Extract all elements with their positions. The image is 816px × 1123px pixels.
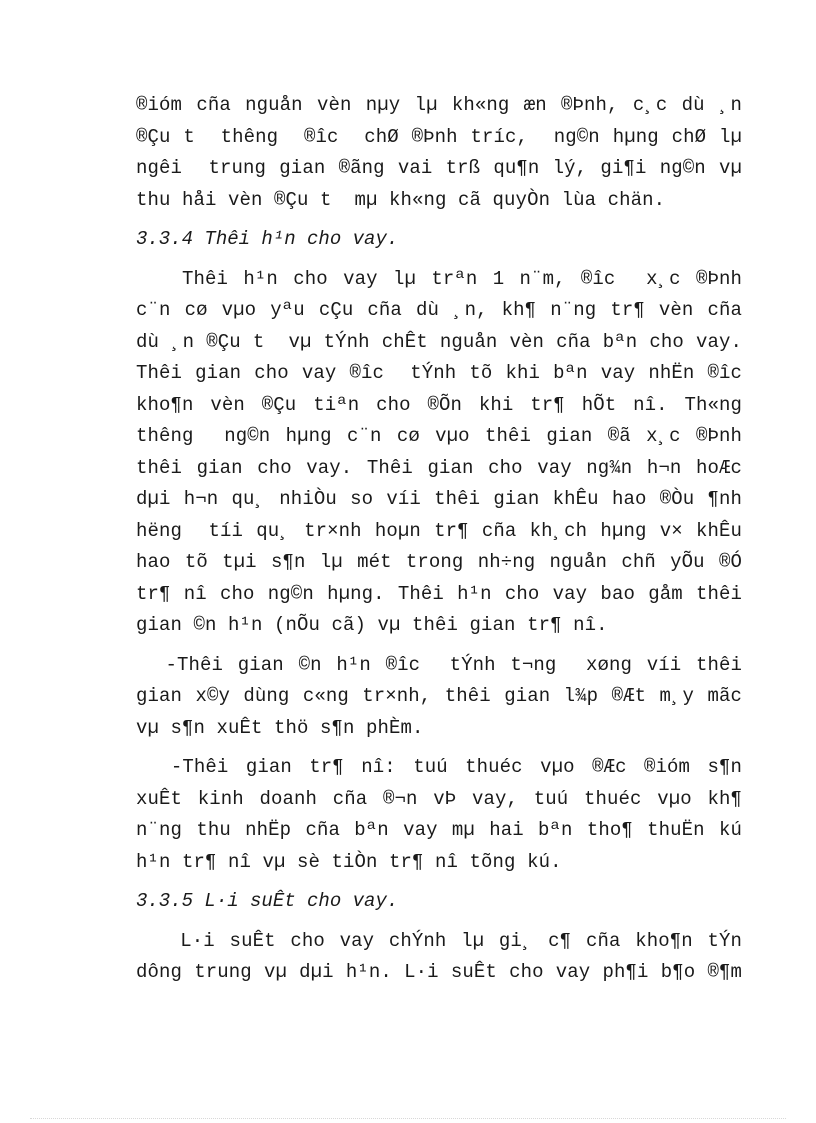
paragraph-grace-period: [136, 650, 742, 745]
text-line: h¹n tr¶ nî vµ sè tiÒn tr¶ nî tõng kú.: [136, 850, 562, 873]
text-line: hëng tíi qu¸ tr×nh hoµn tr¶ cña kh¸ch hµng v× khÊu: [136, 519, 742, 542]
text-line: Thêi h¹n cho vay lµ trªn 1 n¨m, ®îc x¸c ®Þnh: [136, 267, 742, 290]
page-bottom-divider: [30, 1118, 786, 1119]
text-line: n¨ng thu nhËp cña bªn vay mµ hai bªn tho¶ thuËn kú: [136, 819, 742, 841]
text-line: ngêi trung gian ®ãng vai trß qu¶n lý, gi¶i ng©n vµ: [136, 157, 742, 179]
text-line: gian x©y dùng c«ng tr×nh, thêi gian l¾p ®Æt m¸y mãc: [136, 685, 742, 707]
text-line: dông trung vµ dµi h¹n. L·i suÊt cho vay ph¶i b¶o ®¶m: [136, 961, 742, 983]
text-line: xuÊt kinh doanh cña ®¬n vÞ vay, tuú thuéc vµo kh¶: [136, 787, 742, 810]
text-line: tr¶ nî cho ng©n hµng. Thêi h¹n cho vay bao gåm thêi: [136, 582, 742, 605]
text-line: L·i suÊt cho vay chÝnh lµ gi¸ c¶ cña kho¶n tÝn: [136, 929, 742, 952]
paragraph-interest-rate: [136, 926, 742, 989]
text-line: -Thêi gian ©n h¹n ®îc tÝnh t¬ng xøng víi thêi: [136, 653, 742, 676]
paragraph-loan-term: [136, 264, 742, 642]
text-line: thêng ng©n hµng c¨n cø vµo thêi gian ®ã x¸c ®Þnh: [136, 425, 742, 447]
section-heading-interest-rate: 3.3.5 L·i suÊt cho vay.: [136, 890, 399, 912]
text-line: kho¶n vèn ®Çu tiªn cho ®Õn khi tr¶ hÕt nî. Th«ng: [136, 393, 742, 416]
paragraph-repayment-period: [136, 752, 742, 878]
text-line: vµ s¶n xuÊt thö s¶n phÈm.: [136, 716, 424, 739]
text-line: dµi h¬n qu¸ nhiÒu so víi thêi gian khÊu hao ®Òu ¶nh: [136, 488, 742, 510]
text-line: dù ¸n ®Çu t vµ tÝnh chÊt nguån vèn cña bªn cho vay.: [136, 330, 742, 353]
text-line: ®Çu t thêng ®îc chØ ®Þnh tríc, ng©n hµng chØ lµ: [136, 125, 742, 148]
text-line: c¨n cø vµo yªu cÇu cña dù ¸n, kh¶ n¨ng tr¶ vèn cña: [136, 299, 742, 321]
document-page: [136, 90, 742, 997]
text-line: thêi gian cho vay. Thêi gian cho vay ng¾n h¬n hoÆc: [136, 456, 742, 479]
section-heading-loan-term: 3.3.4 Thêi h¹n cho vay.: [136, 228, 399, 250]
text-line: gian ©n h¹n (nÕu cã) vµ thêi gian tr¶ nî.: [136, 614, 608, 636]
text-line: ®ióm cña nguån vèn nµy lµ kh«ng æn ®Þnh, c¸c dù ¸n: [136, 94, 742, 116]
text-line: Thêi gian cho vay ®îc tÝnh tõ khi bªn vay nhËn ®îc: [136, 362, 742, 384]
text-line: thu håi vèn ®Çu t mµ kh«ng cã quyÒn lùa chän.: [136, 188, 666, 211]
paragraph-capital-source: [136, 90, 742, 216]
text-line: -Thêi gian tr¶ nî: tuú thuéc vµo ®Æc ®ióm s¶n: [136, 756, 742, 778]
text-line: hao tõ tµi s¶n lµ mét trong nh÷ng nguån chñ yÕu ®Ó: [136, 551, 742, 573]
